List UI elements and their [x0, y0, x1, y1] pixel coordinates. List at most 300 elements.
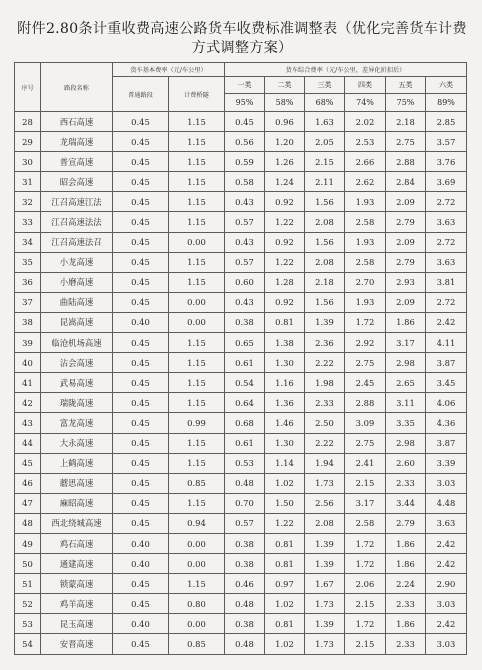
class-4-rate-cell: 2.75: [345, 353, 386, 373]
normal-rate-cell: 0.45: [113, 333, 169, 353]
class-3-rate-cell: 2.15: [305, 152, 345, 172]
seq-cell: 29: [15, 132, 41, 152]
seq-cell: 40: [15, 353, 41, 373]
road-name-cell: 安晋高速: [41, 634, 113, 654]
table-row: [15, 574, 467, 594]
normal-rate-cell: 0.45: [113, 413, 169, 433]
normal-rate-cell: 0.45: [113, 393, 169, 413]
road-name-cell: 锁蒙高速: [41, 574, 113, 594]
table-row: [15, 513, 467, 533]
class-2-rate-cell: 1.38: [265, 333, 305, 353]
class-3-rate-cell: 2.18: [305, 272, 345, 292]
class-5-rate-cell: 3.44: [386, 493, 426, 513]
class-5-rate-cell: 2.09: [386, 292, 426, 312]
document-title: 附件2.80条计重收费高速公路货车收费标准调整表（优化完善货车计费方式调整方案）: [17, 21, 467, 56]
header-basic-rate: 货车基本费率（元/车公里）: [113, 63, 225, 77]
class-5-rate-cell: 2.60: [386, 453, 426, 473]
class-4-rate-cell: 2.53: [345, 132, 386, 152]
class-3-rate-cell: 2.56: [305, 493, 345, 513]
class-3-rate-cell: 2.08: [305, 252, 345, 272]
table-row: [15, 614, 467, 634]
bridge-rate-cell: 0.80: [169, 594, 225, 614]
bridge-rate-cell: 1.15: [169, 192, 225, 212]
class-4-rate-cell: 2.58: [345, 212, 386, 232]
class-1-rate-cell: 0.60: [225, 272, 265, 292]
class-3-rate-cell: 1.73: [305, 634, 345, 654]
normal-rate-cell: 0.45: [113, 513, 169, 533]
class-2-rate-cell: 0.81: [265, 533, 305, 553]
class-1-rate-cell: 0.43: [225, 292, 265, 312]
class-3-rate-cell: 1.63: [305, 112, 345, 132]
class-3-rate-cell: 2.22: [305, 353, 345, 373]
seq-cell: 45: [15, 453, 41, 473]
class-2-rate-cell: 1.22: [265, 212, 305, 232]
class-1-rate-cell: 0.48: [225, 594, 265, 614]
table-row: [15, 232, 467, 252]
road-name-cell: 龙瑞高速: [41, 132, 113, 152]
class-4-rate-cell: 2.41: [345, 453, 386, 473]
header-percent-4: 74%: [345, 94, 386, 112]
seq-cell: 52: [15, 594, 41, 614]
header-normal-section: 普通路段: [113, 77, 169, 112]
class-1-rate-cell: 0.64: [225, 393, 265, 413]
normal-rate-cell: 0.45: [113, 634, 169, 654]
bridge-rate-cell: 0.94: [169, 513, 225, 533]
road-name-cell: 大永高速: [41, 433, 113, 453]
bridge-rate-cell: 0.85: [169, 473, 225, 493]
road-name-cell: 昭会高速: [41, 172, 113, 192]
class-2-rate-cell: 1.20: [265, 132, 305, 152]
class-5-rate-cell: 1.86: [386, 554, 426, 574]
class-2-rate-cell: 1.02: [265, 634, 305, 654]
seq-cell: 41: [15, 373, 41, 393]
bridge-rate-cell: 1.15: [169, 172, 225, 192]
class-6-rate-cell: 4.06: [426, 393, 467, 413]
class-6-rate-cell: 3.39: [426, 453, 467, 473]
bridge-rate-cell: 1.15: [169, 272, 225, 292]
class-6-rate-cell: 3.57: [426, 132, 467, 152]
class-5-rate-cell: 2.18: [386, 112, 426, 132]
normal-rate-cell: 0.45: [113, 433, 169, 453]
class-2-rate-cell: 1.30: [265, 353, 305, 373]
class-5-rate-cell: 2.09: [386, 232, 426, 252]
class-1-rate-cell: 0.48: [225, 634, 265, 654]
class-5-rate-cell: 2.84: [386, 172, 426, 192]
class-6-rate-cell: 2.72: [426, 192, 467, 212]
bridge-rate-cell: 1.15: [169, 493, 225, 513]
class-2-rate-cell: 0.96: [265, 112, 305, 132]
table-row: [15, 292, 467, 312]
header-bridge-tunnel: 计费桥隧: [169, 77, 225, 112]
class-1-rate-cell: 0.38: [225, 554, 265, 574]
class-3-rate-cell: 1.56: [305, 192, 345, 212]
class-4-rate-cell: 1.93: [345, 292, 386, 312]
class-5-rate-cell: 2.75: [386, 132, 426, 152]
class-2-rate-cell: 0.92: [265, 232, 305, 252]
class-6-rate-cell: 2.85: [426, 112, 467, 132]
class-1-rate-cell: 0.56: [225, 132, 265, 152]
bridge-rate-cell: 0.85: [169, 634, 225, 654]
road-name-cell: 江召高速法召: [41, 232, 113, 252]
seq-cell: 48: [15, 513, 41, 533]
class-6-rate-cell: 2.72: [426, 232, 467, 252]
class-4-rate-cell: 3.09: [345, 413, 386, 433]
class-3-rate-cell: 1.73: [305, 594, 345, 614]
class-1-rate-cell: 0.59: [225, 152, 265, 172]
class-1-rate-cell: 0.54: [225, 373, 265, 393]
road-name-cell: 鸡石高速: [41, 533, 113, 553]
normal-rate-cell: 0.45: [113, 192, 169, 212]
seq-cell: 42: [15, 393, 41, 413]
class-3-rate-cell: 2.36: [305, 333, 345, 353]
class-1-rate-cell: 0.58: [225, 172, 265, 192]
class-5-rate-cell: 2.88: [386, 152, 426, 172]
road-name-cell: 昆嵩高速: [41, 312, 113, 332]
class-6-rate-cell: 3.81: [426, 272, 467, 292]
bridge-rate-cell: 1.15: [169, 453, 225, 473]
class-5-rate-cell: 3.17: [386, 333, 426, 353]
road-name-cell: 沾会高速: [41, 353, 113, 373]
seq-cell: 49: [15, 533, 41, 553]
class-3-rate-cell: 1.98: [305, 373, 345, 393]
class-1-rate-cell: 0.57: [225, 252, 265, 272]
class-6-rate-cell: 3.87: [426, 353, 467, 373]
class-5-rate-cell: 1.86: [386, 533, 426, 553]
class-4-rate-cell: 2.66: [345, 152, 386, 172]
class-3-rate-cell: 2.08: [305, 513, 345, 533]
class-4-rate-cell: 2.58: [345, 513, 386, 533]
seq-cell: 51: [15, 574, 41, 594]
class-5-rate-cell: 3.11: [386, 393, 426, 413]
seq-cell: 46: [15, 473, 41, 493]
class-6-rate-cell: 3.45: [426, 373, 467, 393]
class-5-rate-cell: 1.86: [386, 614, 426, 634]
table-row: [15, 533, 467, 553]
class-3-rate-cell: 1.39: [305, 614, 345, 634]
class-5-rate-cell: 2.33: [386, 634, 426, 654]
class-5-rate-cell: 2.09: [386, 192, 426, 212]
road-name-cell: 普宣高速: [41, 152, 113, 172]
table-row: [15, 393, 467, 413]
table-row: [15, 252, 467, 272]
class-3-rate-cell: 1.56: [305, 292, 345, 312]
normal-rate-cell: 0.45: [113, 574, 169, 594]
table-row: [15, 594, 467, 614]
class-2-rate-cell: 1.36: [265, 393, 305, 413]
class-2-rate-cell: 0.81: [265, 554, 305, 574]
class-6-rate-cell: 4.11: [426, 333, 467, 353]
class-6-rate-cell: 4.36: [426, 413, 467, 433]
table-row: [15, 272, 467, 292]
class-4-rate-cell: 2.92: [345, 333, 386, 353]
normal-rate-cell: 0.40: [113, 533, 169, 553]
road-name-cell: 江召高速法法: [41, 212, 113, 232]
road-name-cell: 麻昭高速: [41, 493, 113, 513]
class-2-rate-cell: 0.81: [265, 614, 305, 634]
seq-cell: 32: [15, 192, 41, 212]
table-row: [15, 132, 467, 152]
class-6-rate-cell: 3.03: [426, 594, 467, 614]
header-percent-1: 95%: [225, 94, 265, 112]
class-2-rate-cell: 0.97: [265, 574, 305, 594]
class-1-rate-cell: 0.48: [225, 473, 265, 493]
road-name-cell: 上鹤高速: [41, 453, 113, 473]
class-4-rate-cell: 1.72: [345, 312, 386, 332]
class-3-rate-cell: 1.39: [305, 533, 345, 553]
road-name-cell: 西石高速: [41, 112, 113, 132]
class-6-rate-cell: 3.03: [426, 473, 467, 493]
bridge-rate-cell: 0.00: [169, 292, 225, 312]
class-2-rate-cell: 0.92: [265, 292, 305, 312]
bridge-rate-cell: 1.15: [169, 393, 225, 413]
class-6-rate-cell: 3.63: [426, 513, 467, 533]
normal-rate-cell: 0.45: [113, 473, 169, 493]
normal-rate-cell: 0.45: [113, 292, 169, 312]
class-5-rate-cell: 3.35: [386, 413, 426, 433]
seq-cell: 33: [15, 212, 41, 232]
class-1-rate-cell: 0.65: [225, 333, 265, 353]
normal-rate-cell: 0.45: [113, 152, 169, 172]
class-1-rate-cell: 0.38: [225, 312, 265, 332]
class-6-rate-cell: 2.42: [426, 554, 467, 574]
class-3-rate-cell: 2.33: [305, 393, 345, 413]
bridge-rate-cell: 1.15: [169, 152, 225, 172]
normal-rate-cell: 0.45: [113, 212, 169, 232]
road-name-cell: 昆玉高速: [41, 614, 113, 634]
class-1-rate-cell: 0.57: [225, 212, 265, 232]
seq-cell: 28: [15, 112, 41, 132]
class-3-rate-cell: 1.39: [305, 554, 345, 574]
road-name-cell: 蘑思高速: [41, 473, 113, 493]
normal-rate-cell: 0.45: [113, 353, 169, 373]
class-4-rate-cell: 2.70: [345, 272, 386, 292]
seq-cell: 44: [15, 433, 41, 453]
road-name-cell: 曲陆高速: [41, 292, 113, 312]
table-row: [15, 212, 467, 232]
class-3-rate-cell: 2.05: [305, 132, 345, 152]
class-6-rate-cell: 2.72: [426, 292, 467, 312]
class-2-rate-cell: 1.22: [265, 252, 305, 272]
class-3-rate-cell: 1.56: [305, 232, 345, 252]
class-2-rate-cell: 1.22: [265, 513, 305, 533]
seq-cell: 35: [15, 252, 41, 272]
class-1-rate-cell: 0.61: [225, 353, 265, 373]
road-name-cell: 富龙高速: [41, 413, 113, 433]
class-1-rate-cell: 0.38: [225, 614, 265, 634]
normal-rate-cell: 0.45: [113, 373, 169, 393]
road-name-cell: 临沧机场高速: [41, 333, 113, 353]
class-5-rate-cell: 2.98: [386, 353, 426, 373]
class-2-rate-cell: 1.14: [265, 453, 305, 473]
class-2-rate-cell: 0.92: [265, 192, 305, 212]
bridge-rate-cell: 1.15: [169, 112, 225, 132]
class-4-rate-cell: 2.58: [345, 252, 386, 272]
normal-rate-cell: 0.40: [113, 312, 169, 332]
normal-rate-cell: 0.40: [113, 554, 169, 574]
normal-rate-cell: 0.45: [113, 132, 169, 152]
header-class-4: 四类: [345, 77, 386, 94]
table-row: [15, 413, 467, 433]
class-4-rate-cell: 3.17: [345, 493, 386, 513]
header-percent-2: 58%: [265, 94, 305, 112]
class-5-rate-cell: 2.79: [386, 513, 426, 533]
bridge-rate-cell: 1.15: [169, 373, 225, 393]
class-1-rate-cell: 0.46: [225, 574, 265, 594]
bridge-rate-cell: 1.15: [169, 252, 225, 272]
bridge-rate-cell: 0.00: [169, 614, 225, 634]
road-name-cell: 江召高速江法: [41, 192, 113, 212]
normal-rate-cell: 0.45: [113, 112, 169, 132]
table-row: [15, 333, 467, 353]
class-6-rate-cell: 3.63: [426, 212, 467, 232]
class-3-rate-cell: 2.50: [305, 413, 345, 433]
class-4-rate-cell: 1.72: [345, 614, 386, 634]
class-2-rate-cell: 1.50: [265, 493, 305, 513]
road-name-cell: 小龙高速: [41, 252, 113, 272]
header-comprehensive-rate: 货车综合费率（元/车公里，差异化折扣后）: [225, 63, 467, 77]
class-5-rate-cell: 2.65: [386, 373, 426, 393]
seq-cell: 53: [15, 614, 41, 634]
road-name-cell: 西北绕城高速: [41, 513, 113, 533]
class-1-rate-cell: 0.57: [225, 513, 265, 533]
bridge-rate-cell: 1.15: [169, 132, 225, 152]
class-1-rate-cell: 0.70: [225, 493, 265, 513]
class-3-rate-cell: 2.11: [305, 172, 345, 192]
table-row: [15, 453, 467, 473]
road-name-cell: 通建高速: [41, 554, 113, 574]
header-class-5: 五类: [386, 77, 426, 94]
class-1-rate-cell: 0.45: [225, 112, 265, 132]
table-row: [15, 192, 467, 212]
class-6-rate-cell: 2.42: [426, 312, 467, 332]
header-percent-6: 89%: [426, 94, 467, 112]
class-4-rate-cell: 2.02: [345, 112, 386, 132]
class-5-rate-cell: 2.24: [386, 574, 426, 594]
header-percent-5: 75%: [386, 94, 426, 112]
class-5-rate-cell: 1.86: [386, 312, 426, 332]
normal-rate-cell: 0.45: [113, 493, 169, 513]
class-4-rate-cell: 1.72: [345, 554, 386, 574]
normal-rate-cell: 0.45: [113, 252, 169, 272]
seq-cell: 38: [15, 312, 41, 332]
class-5-rate-cell: 2.33: [386, 594, 426, 614]
class-6-rate-cell: 3.76: [426, 152, 467, 172]
class-1-rate-cell: 0.53: [225, 453, 265, 473]
bridge-rate-cell: 1.15: [169, 433, 225, 453]
class-6-rate-cell: 3.63: [426, 252, 467, 272]
normal-rate-cell: 0.45: [113, 594, 169, 614]
table-row: [15, 152, 467, 172]
bridge-rate-cell: 0.00: [169, 554, 225, 574]
normal-rate-cell: 0.45: [113, 272, 169, 292]
class-4-rate-cell: 2.06: [345, 574, 386, 594]
road-name-cell: 鸡羊高速: [41, 594, 113, 614]
normal-rate-cell: 0.45: [113, 172, 169, 192]
table-row: [15, 353, 467, 373]
road-name-cell: 小磨高速: [41, 272, 113, 292]
table-row: [15, 172, 467, 192]
class-4-rate-cell: 2.15: [345, 634, 386, 654]
class-6-rate-cell: 2.90: [426, 574, 467, 594]
class-4-rate-cell: 2.88: [345, 393, 386, 413]
class-4-rate-cell: 1.93: [345, 192, 386, 212]
fee-table: [14, 62, 467, 655]
normal-rate-cell: 0.40: [113, 614, 169, 634]
class-1-rate-cell: 0.43: [225, 192, 265, 212]
bridge-rate-cell: 0.00: [169, 232, 225, 252]
class-4-rate-cell: 2.15: [345, 594, 386, 614]
table-row: [15, 373, 467, 393]
seq-cell: 34: [15, 232, 41, 252]
seq-cell: 36: [15, 272, 41, 292]
class-4-rate-cell: 2.62: [345, 172, 386, 192]
class-3-rate-cell: 1.67: [305, 574, 345, 594]
seq-cell: 37: [15, 292, 41, 312]
normal-rate-cell: 0.45: [113, 453, 169, 473]
class-3-rate-cell: 1.39: [305, 312, 345, 332]
class-4-rate-cell: 1.72: [345, 533, 386, 553]
class-2-rate-cell: 1.26: [265, 152, 305, 172]
class-4-rate-cell: 2.75: [345, 433, 386, 453]
class-5-rate-cell: 2.79: [386, 252, 426, 272]
table-row: [15, 473, 467, 493]
class-4-rate-cell: 2.45: [345, 373, 386, 393]
seq-cell: 50: [15, 554, 41, 574]
bridge-rate-cell: 0.00: [169, 533, 225, 553]
header-percent-3: 68%: [305, 94, 345, 112]
class-5-rate-cell: 2.98: [386, 433, 426, 453]
table-body: [15, 112, 467, 655]
bridge-rate-cell: 1.15: [169, 353, 225, 373]
header-road: 路段名称: [41, 63, 113, 112]
class-6-rate-cell: 3.03: [426, 634, 467, 654]
table-row: [15, 634, 467, 654]
class-3-rate-cell: 1.73: [305, 473, 345, 493]
header-class-3: 三类: [305, 77, 345, 94]
seq-cell: 39: [15, 333, 41, 353]
class-6-rate-cell: 3.69: [426, 172, 467, 192]
class-4-rate-cell: 2.15: [345, 473, 386, 493]
table-row: [15, 554, 467, 574]
table-row: [15, 493, 467, 513]
seq-cell: 30: [15, 152, 41, 172]
class-1-rate-cell: 0.38: [225, 533, 265, 553]
header-class-6: 六类: [426, 77, 467, 94]
class-2-rate-cell: 1.16: [265, 373, 305, 393]
class-3-rate-cell: 1.94: [305, 453, 345, 473]
seq-cell: 31: [15, 172, 41, 192]
class-2-rate-cell: 1.30: [265, 433, 305, 453]
class-1-rate-cell: 0.43: [225, 232, 265, 252]
class-3-rate-cell: 2.22: [305, 433, 345, 453]
class-2-rate-cell: 1.24: [265, 172, 305, 192]
normal-rate-cell: 0.45: [113, 232, 169, 252]
bridge-rate-cell: 0.00: [169, 312, 225, 332]
seq-cell: 54: [15, 634, 41, 654]
class-5-rate-cell: 2.33: [386, 473, 426, 493]
road-name-cell: 武易高速: [41, 373, 113, 393]
bridge-rate-cell: 0.99: [169, 413, 225, 433]
table-row: [15, 312, 467, 332]
bridge-rate-cell: 1.15: [169, 212, 225, 232]
class-2-rate-cell: 1.02: [265, 594, 305, 614]
class-5-rate-cell: 2.93: [386, 272, 426, 292]
class-6-rate-cell: 4.48: [426, 493, 467, 513]
header-seq: 序号: [15, 63, 41, 112]
class-2-rate-cell: 0.81: [265, 312, 305, 332]
header-class-2: 二类: [265, 77, 305, 94]
table-row: [15, 433, 467, 453]
